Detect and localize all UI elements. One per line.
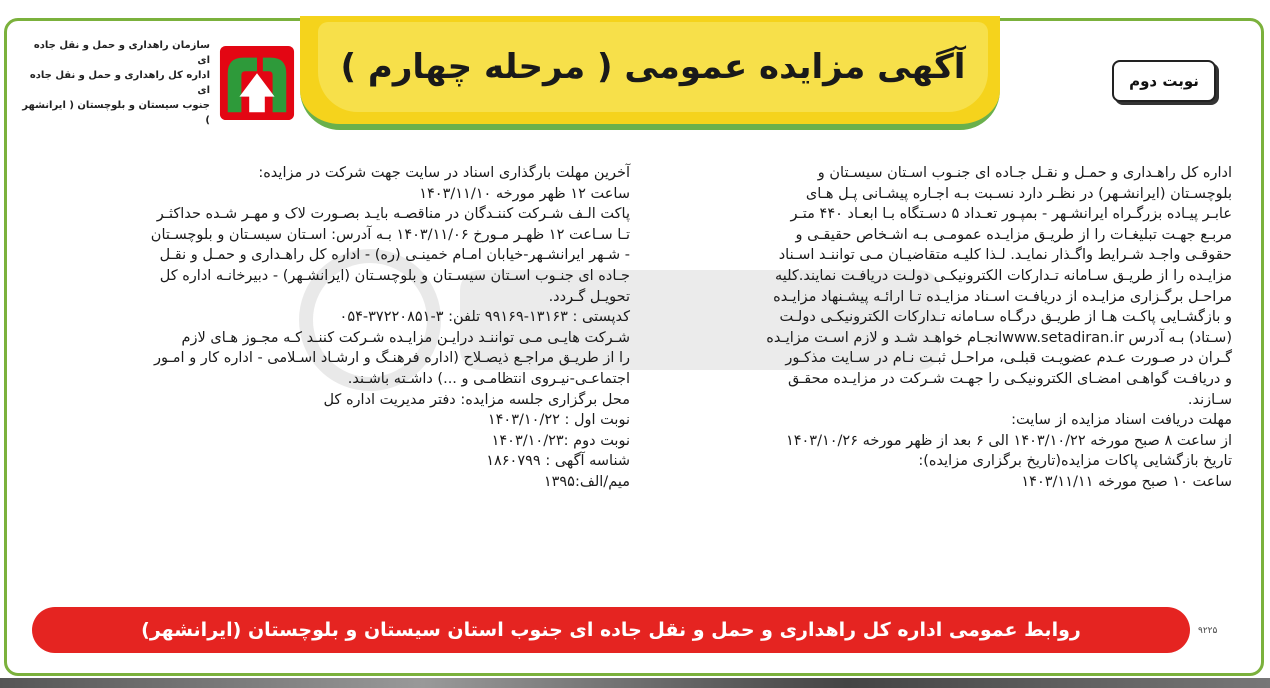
body-line: تـا سـاعت ۱۲ ظهـر مـورخ ۱۴۰۳/۱۱/۰۶ بـه آدرس: اسـتان سیسـتان و بلوچسـتان: [150, 226, 630, 243]
body-line: جـاده ای جنـوب اسـتان سیسـتان و بلوچسـتان (ایرانشـهر) - دبیرخانـه اداره کل: [159, 267, 630, 284]
organization-name: [20, 38, 210, 128]
body-line: ساعت ۱۲ ظهر مورخه ۱۴۰۳/۱۱/۱۰: [419, 185, 630, 202]
body-line: گـران در صـورت عـدم عضویـت قبلـی، مراحـل ثبـت نـام در سـایت مذکـور: [785, 350, 1232, 367]
body-line: نوبت دوم :۱۴۰۳/۱۰/۲۳: [491, 432, 630, 449]
body-line: از ساعت ۸ صبح مورخه ۱۴۰۳/۱۰/۲۲ الی ۶ بعد از ظهر مورخه ۱۴۰۳/۱۰/۲۶: [785, 432, 1232, 449]
body-line: ساعت ۱۰ صبح مورخه ۱۴۰۳/۱۱/۱۱: [1021, 473, 1232, 490]
body-line: مزایـده را از طریـق سـامانه تـدارکات الکترونیکـی دولـت دریافـت نمایند.کلیه: [774, 267, 1232, 284]
body-line: نوبت اول : ۱۴۰۳/۱۰/۲۲: [487, 412, 630, 429]
body-line: میم/الف:۱۳۹۵: [543, 473, 630, 490]
body-line: - شـهر ایرانشـهر-خیابان امـام خمینـی (ره) - اداره کل راهـداری و حمـل و نقـل: [159, 247, 630, 264]
body-line: حقوقـی واجـد شـرایط واگـذار نمایـد. لـذا کلیـه متقاضیـان مـی تواننـد اسـناد: [778, 247, 1232, 264]
bottom-strip: [0, 678, 1270, 688]
body-line: مربـع جهـت تبلیغـات را از طریـق مزایـده عمومـی بـه اشـخاص حقیقـی و: [795, 226, 1232, 243]
title-banner: [318, 22, 988, 112]
body-line: و بازگشـایی پاکـت هـا از طریـق درگـاه سـامانه تـدارکات الکترونیکـی دولـت: [779, 309, 1232, 326]
body-line: آخرین مهلت بارگذاری اسناد در سایت جهت شرکت در مزایده:: [258, 165, 630, 181]
body-line: عابـر پیـاده بزرگـراه ایرانشـهر - بمپـور تعـداد ۵ دسـتگاه بـا ابعـاد ۴۴۰ متـر: [790, 206, 1232, 223]
body-line: مراحـل برگـزاری مزایـده از دریافـت اسـناد مزایـده تـا ارائـه پیشـنهاد مزایـده: [773, 288, 1232, 305]
body-line: محل برگزاری جلسه مزایده: دفتر مدیریت اداره کل: [323, 391, 630, 408]
body-line: کدپستی : ۱۳۱۶۳-۹۹۱۶۹ تلفن: ۳-۳۷۲۲۰۸۵۱-۰۵۴: [339, 309, 630, 326]
announcement-body-left: [30, 163, 630, 493]
rmto-logo-icon: [218, 44, 296, 122]
body-line: تحویـل گـردد.: [548, 288, 630, 305]
body-line: پاکت الـف شـرکت کننـدگان در مناقصـه بایـد بصـورت لاک و مهـر شـده حداکثـر: [156, 206, 630, 223]
body-line: تاریخ بازگشایی پاکات مزایده(تاریخ برگزاری مزایده):: [918, 453, 1232, 470]
organization-block: [20, 38, 300, 128]
turn-badge: نوبت دوم: [1112, 60, 1216, 102]
org-line-3: جنوب سیستان و بلوچستان ( ایرانشهر ): [22, 100, 210, 126]
body-line: مهلت دریافت اسناد مزایده از سایت:: [1011, 412, 1232, 429]
body-line: و دریافـت گواهـی امضـای الکترونیکـی را جهـت شـرکت در مزایـده محقـق: [787, 370, 1232, 387]
body-line: شناسه آگهی : ۱۸۶۰۷۹۹: [486, 453, 630, 470]
body-line: اجتماعـی-نیـروی انتظامـی و ...) داشـته باشـند.: [347, 370, 630, 387]
ad-code: ۹۲۲۵: [1198, 626, 1218, 636]
body-line: (سـتاد) بـه آدرس www.setadiran.irانجـام خواهـد شـد و لازم اسـت مزایـده: [766, 329, 1232, 346]
body-line: سـازند.: [1187, 391, 1232, 408]
footer-bar: [32, 607, 1190, 653]
page-title: آگهی مزایده عمومی ( مرحله چهارم ): [340, 47, 966, 87]
body-line: را از طریـق مراجـع ذیصـلاح (اداره فرهنـگ و ارشـاد اسـلامی - اداره کار و امـور: [154, 350, 630, 367]
body-line: اداره کل راهـداری و حمـل و نقـل جـاده ای جنـوب اسـتان سیسـتان و: [817, 165, 1232, 181]
footer-text: روابط عمومی اداره کل راهداری و حمل و نقل جاده ای جنوب استان سیستان و بلوچستان (ایرانشهر): [141, 619, 1081, 641]
org-line-2: اداره کل راهداری و حمل و نقل جاده ای: [29, 70, 210, 96]
body-line: بلوچسـتان (ایرانشـهر) در نظـر دارد نسـبت بـه اجـاره پیشـانی پـل هـای: [805, 185, 1232, 202]
announcement-body-right: [652, 163, 1232, 493]
org-line-1: سازمان راهداری و حمل و نقل جاده ای: [33, 40, 210, 66]
body-line: شـرکت هایـی مـی تواننـد درایـن مزایـده شـرکت کننـد کـه مجـوز هـای لازم: [181, 329, 630, 346]
